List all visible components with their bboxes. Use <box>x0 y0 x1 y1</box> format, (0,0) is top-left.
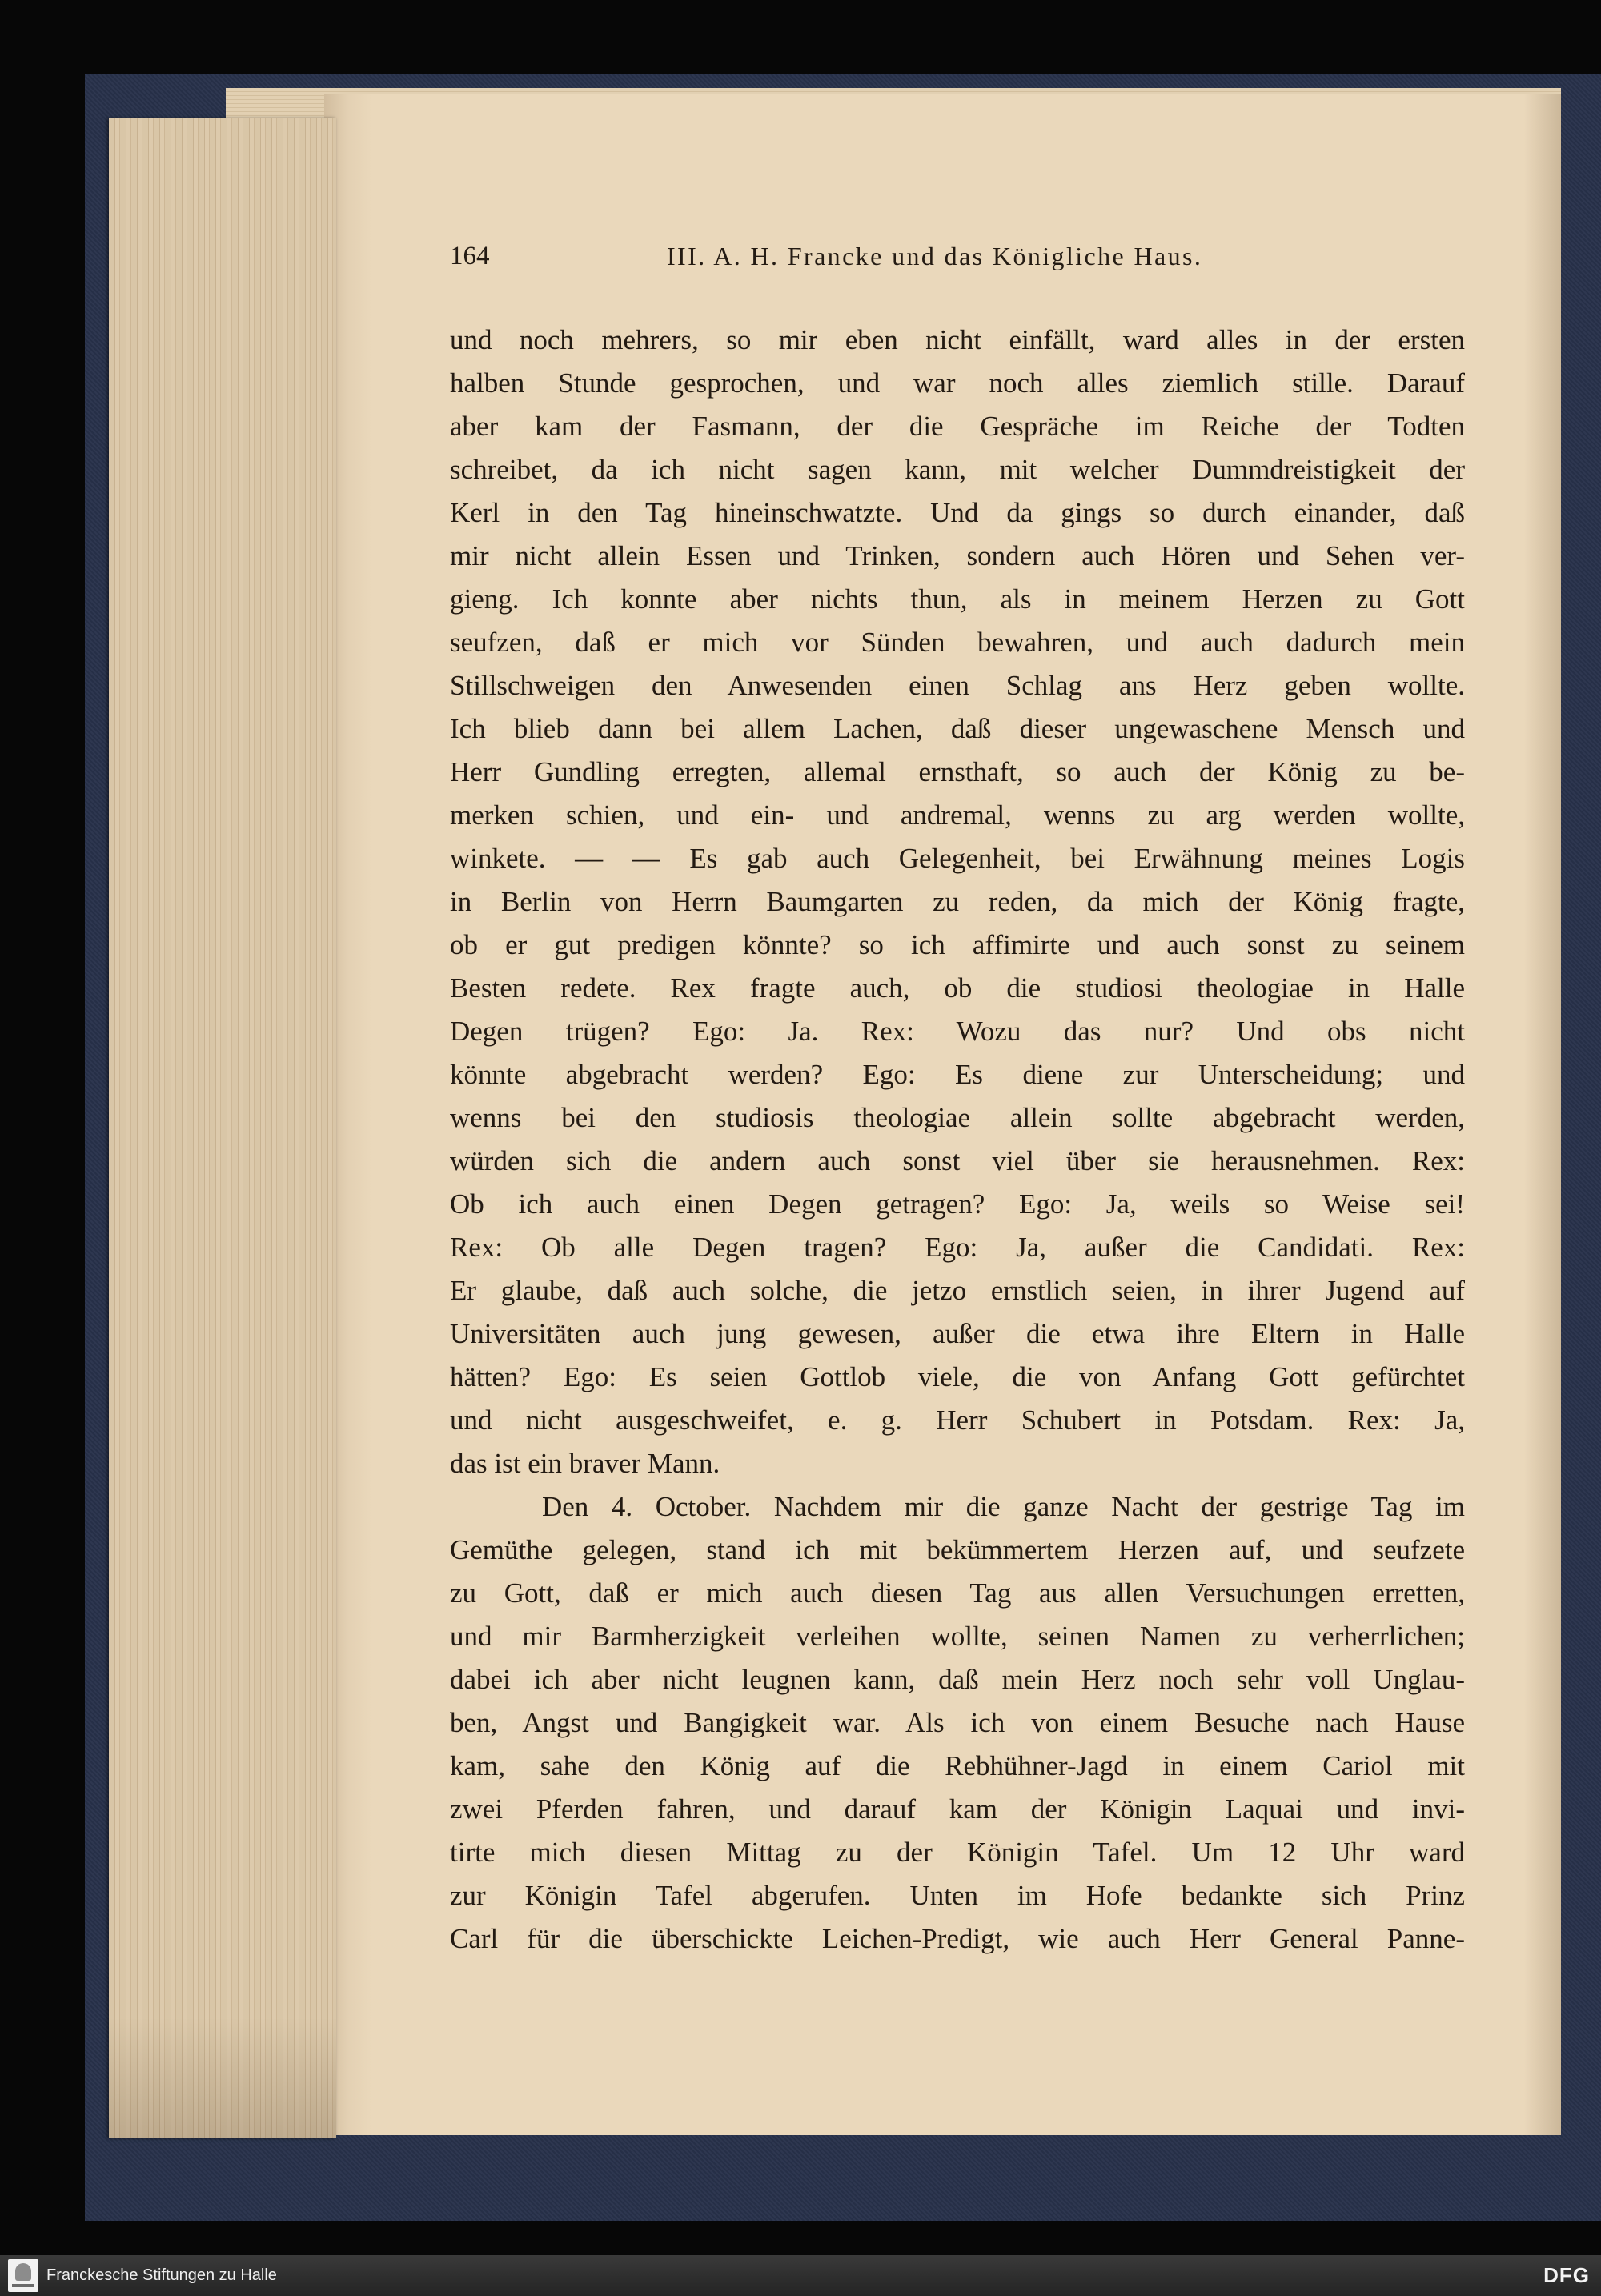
text-line: und nicht ausgeschweifet, e. g. Herr Schubert in Potsdam. Rex: Ja, <box>450 1404 1465 1436</box>
text-line: merken schien, und ein- und andremal, wenns zu arg werden wollte, <box>450 799 1465 831</box>
text-line: Gemüthe gelegen, stand ich mit bekümmertem Herzen auf, und seufzete <box>450 1534 1465 1565</box>
viewer-footer-bar <box>0 2255 1601 2296</box>
text-line: winkete. — — Es gab auch Gelegenheit, bei Erwähnung meines Logis <box>450 843 1465 874</box>
text-line: schreibet, da ich nicht sagen kann, mit welcher Dummdreistigkeit der <box>450 454 1465 485</box>
page-number: 164 <box>450 242 490 270</box>
text-line: Rex: Ob alle Degen tragen? Ego: Ja, außer die Candidati. Rex: <box>450 1232 1465 1263</box>
body-text <box>450 319 1465 1961</box>
text-line: wenns bei den studiosis theologiae allein sollte abgebracht werden, <box>450 1102 1465 1133</box>
text-line: Kerl in den Tag hineinschwatzte. Und da gings so durch einander, daß <box>450 497 1465 528</box>
running-title: III. A. H. Francke und das Königliche Haus. <box>667 242 1203 270</box>
text-line-paragraph-start: Den 4. October. Nachdem mir die ganze Nacht der gestrige Tag im <box>542 1491 1465 1522</box>
text-line: tirte mich diesen Mittag zu der Königin Tafel. Um 12 Uhr ward <box>450 1837 1465 1868</box>
institution-name: Franckesche Stiftungen zu Halle <box>46 2266 277 2284</box>
text-line: zur Königin Tafel abgerufen. Unten im Hofe bedankte sich Prinz <box>450 1880 1465 1911</box>
franckesche-stiftungen-logo-icon <box>8 2259 38 2292</box>
text-line: ben, Angst und Bangigkeit war. Als ich von einem Besuche nach Hause <box>450 1707 1465 1738</box>
text-line: in Berlin von Herrn Baumgarten zu reden, da mich der König fragte, <box>450 886 1465 917</box>
text-line: Herr Gundling erregten, allemal ernsthaft, so auch der König zu be- <box>450 756 1465 787</box>
text-line: halben Stunde gesprochen, und war noch alles ziemlich stille. Darauf <box>450 367 1465 399</box>
text-line: könnte abgebracht werden? Ego: Es diene zur Unterscheidung; und <box>450 1059 1465 1090</box>
text-line: Degen trügen? Ego: Ja. Rex: Wozu das nur? Und obs nicht <box>450 1016 1465 1047</box>
text-line: hätten? Ego: Es seien Gottlob viele, die von Anfang Gott gefürchtet <box>450 1361 1465 1392</box>
text-line: zwei Pferden fahren, und darauf kam der Königin Laquai und invi- <box>450 1793 1465 1825</box>
text-line: zu Gott, daß er mich auch diesen Tag aus allen Versuchungen erretten, <box>450 1577 1465 1609</box>
text-line: Er glaube, daß auch solche, die jetzo ernstlich seien, in ihrer Jugend auf <box>450 1275 1465 1306</box>
text-line: dabei ich aber nicht leugnen kann, daß mein Herz noch sehr voll Unglau- <box>450 1664 1465 1695</box>
text-line: kam, sahe den König auf die Rebhühner-Jagd in einem Cariol mit <box>450 1750 1465 1781</box>
text-line: ob er gut predigen könnte? so ich affimirte und auch sonst zu seinem <box>450 929 1465 960</box>
text-line: gieng. Ich konnte aber nichts thun, als in meinem Herzen zu Gott <box>450 583 1465 615</box>
text-line: Stillschweigen den Anwesenden einen Schlag ans Herz geben wollte. <box>450 670 1465 701</box>
page-stack-edges <box>109 118 336 2138</box>
text-line: Ich blieb dann bei allem Lachen, daß dieser ungewaschene Mensch und <box>450 713 1465 744</box>
text-line: und mir Barmherzigkeit verleihen wollte, seinen Namen zu verherrlichen; <box>450 1621 1465 1652</box>
text-line: Carl für die überschickte Leichen-Predigt, wie auch Herr General Panne- <box>450 1923 1465 1954</box>
text-line: aber kam der Fasmann, der die Gespräche im Reiche der Todten <box>450 411 1465 442</box>
dfg-logo: DFG <box>1543 2263 1590 2287</box>
text-line: Ob ich auch einen Degen getragen? Ego: Ja, weils so Weise sei! <box>450 1188 1465 1220</box>
text-line: würden sich die andern auch sonst viel über sie herausnehmen. Rex: <box>450 1145 1465 1176</box>
text-line: Universitäten auch jung gewesen, außer die etwa ihre Eltern in Halle <box>450 1318 1465 1349</box>
text-line-paragraph-end: das ist ein braver Mann. <box>450 1448 720 1479</box>
text-line: und noch mehrers, so mir eben nicht einfällt, ward alles in der ersten <box>450 324 1465 355</box>
text-line: Besten redete. Rex fragte auch, ob die studiosi theologiae in Halle <box>450 972 1465 1004</box>
text-line: mir nicht allein Essen und Trinken, sondern auch Hören und Sehen ver- <box>450 540 1465 571</box>
text-line: seufzen, daß er mich vor Sünden bewahren, und auch dadurch mein <box>450 627 1465 658</box>
